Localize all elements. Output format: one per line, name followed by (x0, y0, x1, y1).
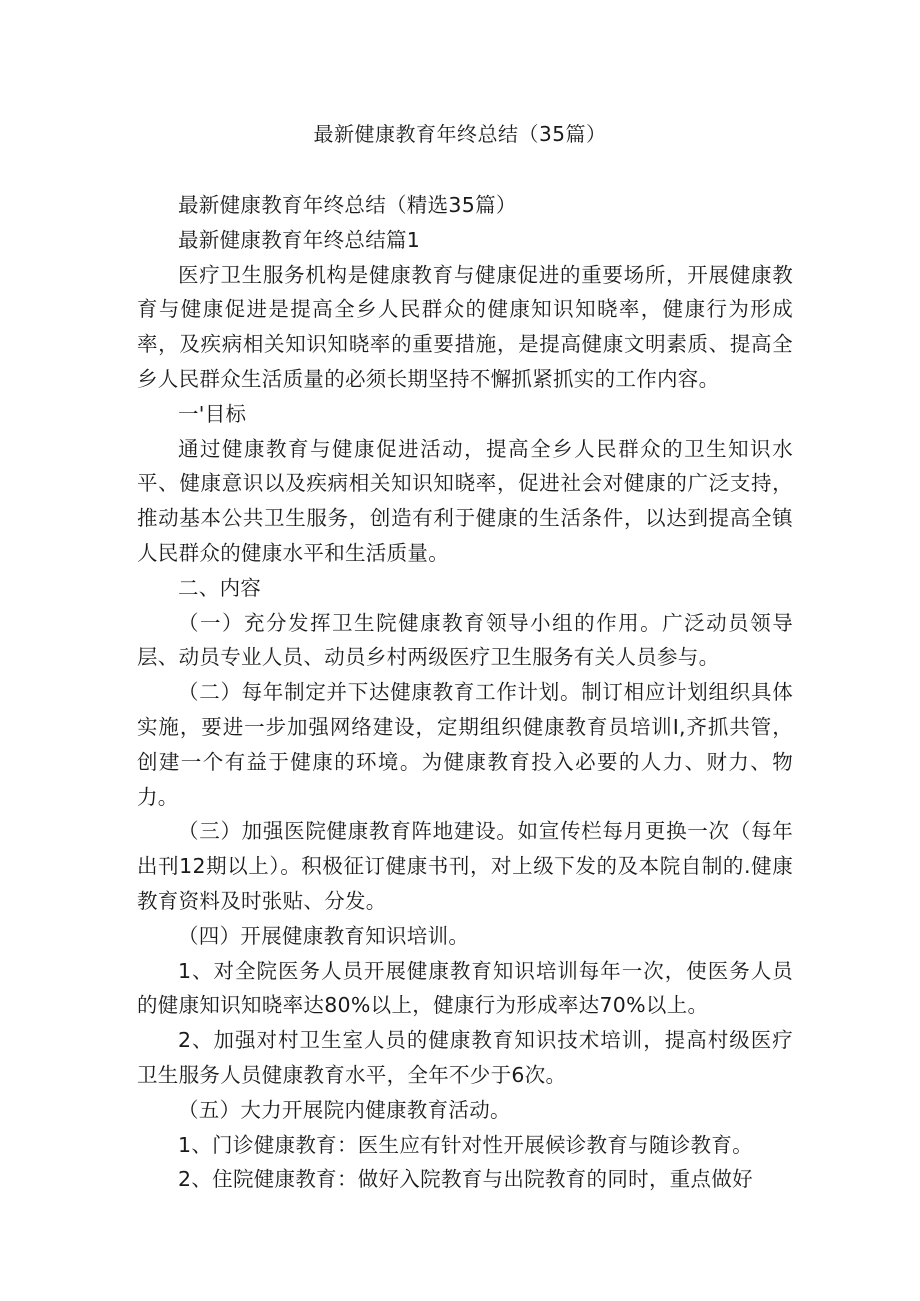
paragraph: （一）充分发挥卫生院健康教育领导小组的作用。广泛动员领导层、动员专业人员、动员乡村两级医疗卫生服务有关人员参与。 (137, 610, 793, 670)
paragraph: （四）开展健康教育知识培训。 (178, 923, 470, 948)
paragraph: 1、门诊健康教育：医生应有针对性开展候诊教育与随诊教育。 (178, 1132, 753, 1157)
document-body (137, 188, 793, 1197)
section-heading: 一'目标 (178, 401, 247, 426)
subtitle: 最新健康教育年终总结（精选35篇） (178, 193, 517, 217)
paragraph: （五）大力开展院内健康教育活动。 (178, 1097, 511, 1122)
paragraph: 2、住院健康教育：做好入院教育与出院教育的同时，重点做好 (178, 1167, 753, 1192)
paragraph: 1、对全院医务人员开展健康教育知识培训每年一次，使医务人员的健康知识知晓率达80%以上，健康行为形成率达70%以上。 (137, 958, 793, 1018)
paragraph: （三）加强医院健康教育阵地建设。如宣传栏每月更换一次（每年出刊12期以上）。积极征订健康书刊，对上级下发的及本院自制的.健康教育资料及时张贴、分发。 (137, 819, 793, 913)
section-heading: 最新健康教育年终总结篇1 (178, 227, 421, 252)
paragraph: 2、加强对村卫生室人员的健康教育知识技术培训，提高村级医疗卫生服务人员健康教育水平，全年不少于6次。 (137, 1028, 793, 1087)
document-title: 最新健康教育年终总结（35篇） (313, 122, 607, 146)
paragraph: （二）每年制定并下达健康教育工作计划。制订相应计划组织具体实施，要进一步加强网络建设，定期组织健康教育员培训I,齐抓共管，创建一个有益于健康的环境。为健康教育投入必要的人力、财力、物力。 (137, 680, 793, 809)
section-heading: 二、内容 (178, 575, 262, 600)
paragraph: 医疗卫生服务机构是健康教育与健康促进的重要场所，开展健康教育与健康促进是提高全乡人民群众的健康知识知晓率，健康行为形成率，及疾病相关知识知晓率的重要措施，是提高健康文明素质、提高全乡人民群众生活质量的必须长期坚持不懈抓紧抓实的工作内容。 (137, 262, 793, 391)
paragraph: 通过健康教育与健康促进活动，提高全乡人民群众的卫生知识水平、健康意识以及疾病相关知识知晓率，促进社会对健康的广泛支持，推动基本公共卫生服务，创造有利于健康的生活条件，以达到提高全镇人民群众的健康水平和生活质量。 (137, 436, 793, 565)
